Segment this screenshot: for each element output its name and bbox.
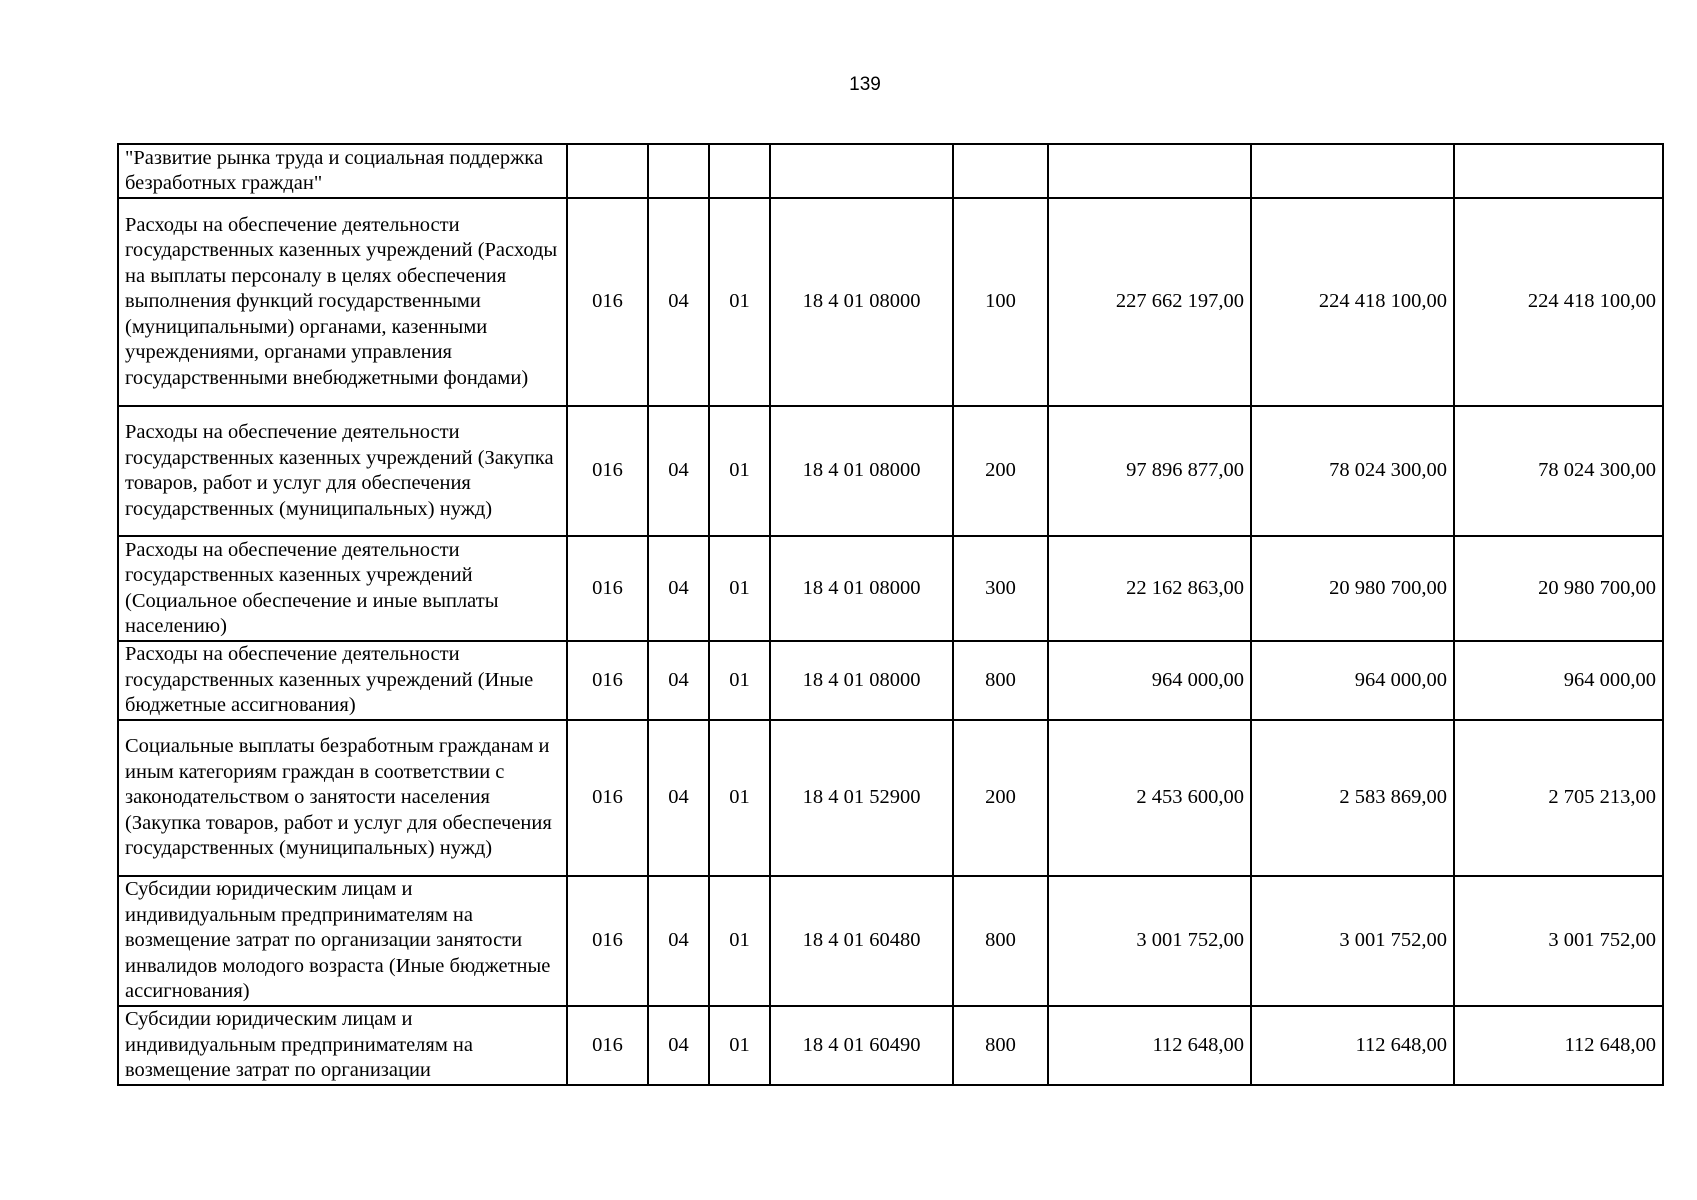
section-code	[648, 144, 709, 198]
ministry-code: 016	[567, 641, 648, 720]
target-article-code: 18 4 01 08000	[770, 198, 953, 406]
target-article-code: 18 4 01 08000	[770, 641, 953, 720]
expense-type-code: 800	[953, 1006, 1048, 1085]
amount-year-1	[1048, 144, 1251, 198]
amount-year-2: 112 648,00	[1251, 1006, 1454, 1085]
amount-year-1: 3 001 752,00	[1048, 876, 1251, 1006]
amount-year-2: 224 418 100,00	[1251, 198, 1454, 406]
ministry-code: 016	[567, 876, 648, 1006]
section-code: 04	[648, 198, 709, 406]
ministry-code: 016	[567, 1006, 648, 1085]
target-article-code: 18 4 01 60480	[770, 876, 953, 1006]
table-row	[118, 876, 1663, 1006]
ministry-code: 016	[567, 198, 648, 406]
amount-year-1: 22 162 863,00	[1048, 536, 1251, 641]
expense-type-code: 200	[953, 720, 1048, 876]
table-row	[118, 720, 1663, 876]
amount-year-1: 112 648,00	[1048, 1006, 1251, 1085]
ministry-code	[567, 144, 648, 198]
section-code: 04	[648, 876, 709, 1006]
amount-year-2: 20 980 700,00	[1251, 536, 1454, 641]
expense-type-code: 300	[953, 536, 1048, 641]
amount-year-1: 964 000,00	[1048, 641, 1251, 720]
amount-year-1: 227 662 197,00	[1048, 198, 1251, 406]
subsection-code: 01	[709, 720, 770, 876]
subsection-code: 01	[709, 536, 770, 641]
ministry-code: 016	[567, 406, 648, 536]
budget-table	[117, 143, 1664, 1086]
row-description: Расходы на обеспечение деятельности государственных казенных учреждений (Расходы на выплаты персоналу в целях обеспечения выполнения функций государственными (муниципальными) органами, казенными учреждениями, органами управления государственными внебюджетными фондами)	[118, 198, 567, 406]
table-row	[118, 1006, 1663, 1085]
subsection-code	[709, 144, 770, 198]
subsection-code: 01	[709, 1006, 770, 1085]
amount-year-2: 78 024 300,00	[1251, 406, 1454, 536]
subsection-code: 01	[709, 198, 770, 406]
table-row	[118, 641, 1663, 720]
expense-type-code: 100	[953, 198, 1048, 406]
table-row	[118, 536, 1663, 641]
amount-year-2: 964 000,00	[1251, 641, 1454, 720]
target-article-code	[770, 144, 953, 198]
section-code: 04	[648, 641, 709, 720]
expense-type-code: 200	[953, 406, 1048, 536]
row-description: Субсидии юридическим лицам и индивидуальным предпринимателям на возмещение затрат по организации	[118, 1006, 567, 1085]
section-code: 04	[648, 406, 709, 536]
amount-year-1: 2 453 600,00	[1048, 720, 1251, 876]
expense-type-code: 800	[953, 876, 1048, 1006]
table-row	[118, 144, 1663, 198]
amount-year-3: 20 980 700,00	[1454, 536, 1663, 641]
row-description: Расходы на обеспечение деятельности государственных казенных учреждений (Закупка товаров, работ и услуг для обеспечения государственных (муниципальных) нужд)	[118, 406, 567, 536]
table-row	[118, 198, 1663, 406]
ministry-code: 016	[567, 720, 648, 876]
expense-type-code: 800	[953, 641, 1048, 720]
amount-year-3: 224 418 100,00	[1454, 198, 1663, 406]
target-article-code: 18 4 01 60490	[770, 1006, 953, 1085]
table-row	[118, 406, 1663, 536]
amount-year-1: 97 896 877,00	[1048, 406, 1251, 536]
amount-year-3: 964 000,00	[1454, 641, 1663, 720]
amount-year-3: 112 648,00	[1454, 1006, 1663, 1085]
amount-year-2	[1251, 144, 1454, 198]
subsection-code: 01	[709, 876, 770, 1006]
section-code: 04	[648, 1006, 709, 1085]
amount-year-3	[1454, 144, 1663, 198]
row-description: Расходы на обеспечение деятельности государственных казенных учреждений (Социальное обеспечение и иные выплаты населению)	[118, 536, 567, 641]
row-description: Субсидии юридическим лицам и индивидуальным предпринимателям на возмещение затрат по организации занятости инвалидов молодого возраста (Иные бюджетные ассигнования)	[118, 876, 567, 1006]
subsection-code: 01	[709, 641, 770, 720]
section-code: 04	[648, 720, 709, 876]
row-description: "Развитие рынка труда и социальная поддержка безработных граждан"	[118, 144, 567, 198]
section-code: 04	[648, 536, 709, 641]
amount-year-2: 2 583 869,00	[1251, 720, 1454, 876]
amount-year-3: 78 024 300,00	[1454, 406, 1663, 536]
target-article-code: 18 4 01 52900	[770, 720, 953, 876]
amount-year-3: 2 705 213,00	[1454, 720, 1663, 876]
row-description: Социальные выплаты безработным гражданам и иным категориям граждан в соответствии с законодательством о занятости населения (Закупка товаров, работ и услуг для обеспечения государственных (муниципальных) нужд)	[118, 720, 567, 876]
ministry-code: 016	[567, 536, 648, 641]
subsection-code: 01	[709, 406, 770, 536]
target-article-code: 18 4 01 08000	[770, 536, 953, 641]
page-number: 139	[849, 74, 881, 95]
row-description: Расходы на обеспечение деятельности государственных казенных учреждений (Иные бюджетные ассигнования)	[118, 641, 567, 720]
expense-type-code	[953, 144, 1048, 198]
amount-year-3: 3 001 752,00	[1454, 876, 1663, 1006]
target-article-code: 18 4 01 08000	[770, 406, 953, 536]
amount-year-2: 3 001 752,00	[1251, 876, 1454, 1006]
